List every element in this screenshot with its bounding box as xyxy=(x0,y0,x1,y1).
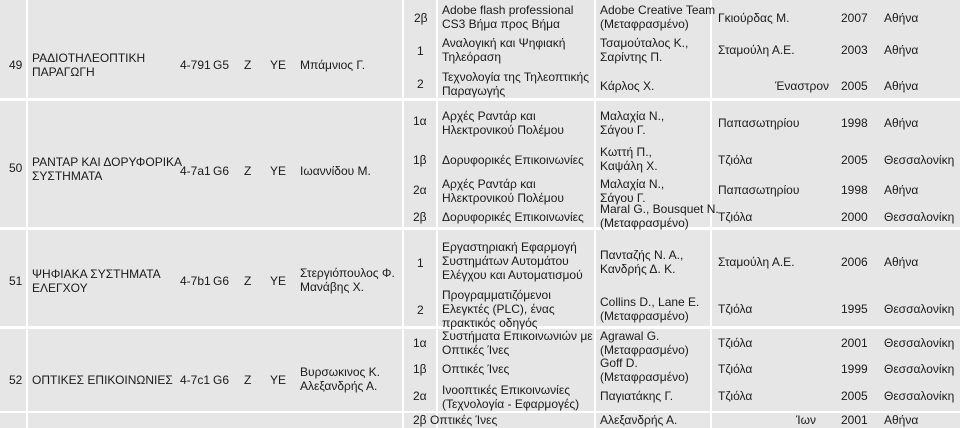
book-author: Κάρλος Χ. xyxy=(600,79,655,93)
book-city: Θεσσαλονίκη xyxy=(884,153,955,167)
course-teacher: Ιωαννίδου Μ. xyxy=(300,164,371,178)
book-author: Παγιατάκης Γ. xyxy=(600,389,674,403)
course-title: ΡΑΔΙΟΤΗΛΕΟΠΤΙΚΗ ΠΑΡΑΓΩΓΗ xyxy=(32,51,146,79)
course-category: ΥΕ xyxy=(270,274,287,288)
book-city: Αθήνα xyxy=(884,413,919,427)
row-divider xyxy=(0,227,960,229)
book-city: Αθήνα xyxy=(884,183,919,197)
book-number: 1 xyxy=(417,44,424,58)
book-year: 2005 xyxy=(841,389,868,403)
book-author: Μαλαχία Ν., Σάγου Γ. xyxy=(600,177,665,205)
course-category: ΥΕ xyxy=(270,164,287,178)
book-year: 2001 xyxy=(841,336,868,350)
book-year: 2005 xyxy=(841,79,868,93)
book-author: Αλεξανδρής Α. xyxy=(600,413,678,427)
book-author: Agrawal G. (Μεταφρασμένο) xyxy=(600,329,689,357)
book-author: Goff D. (Μεταφρασμένο) xyxy=(600,356,689,384)
course-type: Ζ xyxy=(244,274,252,288)
book-title: Τεχνολογία της Τηλεοπτικής Παραγωγής xyxy=(442,70,589,98)
book-city: Αθήνα xyxy=(884,255,919,269)
book-city: Αθήνα xyxy=(884,43,919,57)
column-divider xyxy=(436,0,438,428)
course-semester: G6 xyxy=(213,373,230,387)
book-number: 1α xyxy=(413,336,427,350)
book-title: Αρχές Ραντάρ και Ηλεκτρονικού Πολέμου xyxy=(442,177,564,205)
book-year: 1998 xyxy=(841,183,868,197)
book-publisher: Παπασωτηρίου xyxy=(718,116,800,130)
book-publisher: Παπασωτηρίου xyxy=(718,183,800,197)
book-publisher: Τζιόλα xyxy=(718,302,753,316)
column-divider xyxy=(26,0,28,428)
book-year: 1995 xyxy=(841,302,868,316)
course-teacher: Στεργιόπουλος Φ. Μανάβης Χ. xyxy=(300,266,395,294)
column-divider xyxy=(594,0,596,428)
book-publisher: Τζιόλα xyxy=(718,336,753,350)
book-publisher: Σταμούλη Α.Ε. xyxy=(718,255,795,269)
book-title: Οπτικές Ίνες xyxy=(442,362,510,376)
book-author: Adobe Creative Team (Μεταφρασμένο) xyxy=(600,3,716,31)
book-publisher: Τζιόλα xyxy=(718,389,753,403)
book-year: 2000 xyxy=(841,210,868,224)
book-number: 1β xyxy=(413,153,427,167)
row-number: 49 xyxy=(9,58,23,72)
row-divider xyxy=(0,98,960,100)
book-year: 2007 xyxy=(841,11,868,25)
book-title: Ινοοπτικές Επικοινωνίες (Τεχνολογία - Εφαρμογές) xyxy=(442,383,580,411)
row-number: 52 xyxy=(9,373,23,387)
row-number: 50 xyxy=(9,161,23,175)
book-number: 2β xyxy=(413,210,427,224)
row-number: 51 xyxy=(9,274,23,288)
book-city: Θεσσαλονίκη xyxy=(884,336,955,350)
course-teacher: Μπάμνιος Γ. xyxy=(300,58,366,72)
course-category: ΥΕ xyxy=(270,58,287,72)
course-code: 4-7a1 xyxy=(180,164,211,178)
book-publisher: Τζιόλα xyxy=(718,153,753,167)
book-year: 2003 xyxy=(841,43,868,57)
book-city: Θεσσαλονίκη xyxy=(884,302,955,316)
book-title: Αρχές Ραντάρ και Ηλεκτρονικού Πολέμου xyxy=(442,109,564,137)
course-type: Ζ xyxy=(244,373,252,387)
book-publisher: Σταμούλη Α.Ε. xyxy=(718,43,795,57)
book-number: 1 xyxy=(417,256,424,270)
book-title: Δορυφορικές Επικοινωνίες xyxy=(442,153,584,167)
book-title: Οπτικές Ίνες xyxy=(430,413,498,427)
course-semester: G6 xyxy=(213,274,230,288)
book-city: Θεσσαλονίκη xyxy=(884,210,955,224)
course-title: ΟΠΤΙΚΕΣ ΕΠΙΚΟΙΝΩΝΙΕΣ xyxy=(32,373,173,387)
book-year: 2005 xyxy=(841,153,868,167)
book-number: 2 xyxy=(417,303,424,317)
book-number: 2β xyxy=(413,413,427,427)
course-code: 4-791 xyxy=(180,58,211,72)
book-city: Θεσσαλονίκη xyxy=(884,362,955,376)
book-city: Αθήνα xyxy=(884,79,919,93)
book-year: 2006 xyxy=(841,255,868,269)
book-number: 2β xyxy=(414,11,428,25)
course-type: Ζ xyxy=(244,58,252,72)
book-year: 2001 xyxy=(841,413,868,427)
book-title: Αναλογική και Ψηφιακή Τηλεόραση xyxy=(442,36,566,64)
book-author: Μαλαχία Ν., Σάγου Γ. xyxy=(600,109,665,137)
course-code: 4-7c1 xyxy=(180,373,211,387)
book-title: Συστήματα Επικοινωνιών με Οπτικές Ίνες xyxy=(442,329,593,357)
course-category: ΥΕ xyxy=(270,373,287,387)
book-title: Εργαστηριακή Εφαρμογή Συστημάτων Αυτομάτου Ελέγχου και Αυτοματισμού xyxy=(442,240,583,282)
book-number: 2α xyxy=(413,389,427,403)
book-title: Adobe flash professional CS3 Βήμα προς Βήμα xyxy=(442,3,574,31)
book-author: Maral G., Bousquet N. (Μεταφρασμένο) xyxy=(600,202,719,230)
course-teacher: Βυρσωκινος Κ. Αλεξανδρής Α. xyxy=(300,365,380,393)
book-title: Προγραμματιζόμενοι Ελεγκτές (PLC), ένας πρακτικός οδηγός xyxy=(442,288,555,330)
book-publisher: Έναστρον xyxy=(775,79,829,93)
book-author: Πανταζής Ν. Α., Κανδρής Δ. Κ. xyxy=(600,248,684,276)
course-code: 4-7b1 xyxy=(180,274,211,288)
book-author: Τσαμούταλος Κ., Σαρίντης Π. xyxy=(600,36,689,64)
course-title: ΨΗΦΙΑΚΑ ΣΥΣΤΗΜΑΤΑ ΕΛΕΓΧΟΥ xyxy=(32,267,161,295)
book-city: Αθήνα xyxy=(884,116,919,130)
book-publisher: Τζιόλα xyxy=(718,362,753,376)
column-divider xyxy=(402,0,404,428)
book-number: 2α xyxy=(413,183,427,197)
book-publisher: Ίων xyxy=(796,413,816,427)
book-number: 2 xyxy=(417,77,424,91)
book-publisher: Γκιούρδας Μ. xyxy=(718,11,790,25)
book-number: 1α xyxy=(413,114,427,128)
course-type: Ζ xyxy=(244,164,252,178)
book-year: 1998 xyxy=(841,116,868,130)
book-author: Κωττή Π., Καψάλη Χ. xyxy=(600,145,658,173)
book-author: Collins D., Lane E. (Μεταφρασμένο) xyxy=(600,295,700,323)
book-city: Αθήνα xyxy=(884,11,919,25)
book-publisher: Τζιόλα xyxy=(718,210,753,224)
book-title: Δορυφορικές Επικοινωνίες xyxy=(442,210,584,224)
course-semester: G5 xyxy=(213,58,230,72)
book-number: 1β xyxy=(413,362,427,376)
book-year: 1999 xyxy=(841,362,868,376)
book-city: Θεσσαλονίκη xyxy=(884,389,955,403)
course-semester: G6 xyxy=(213,164,230,178)
course-title: ΡΑΝΤΑΡ ΚΑΙ ΔΟΡΥΦΟΡΙΚΑ ΣΥΣΤΗΜΑΤΑ xyxy=(32,155,183,183)
